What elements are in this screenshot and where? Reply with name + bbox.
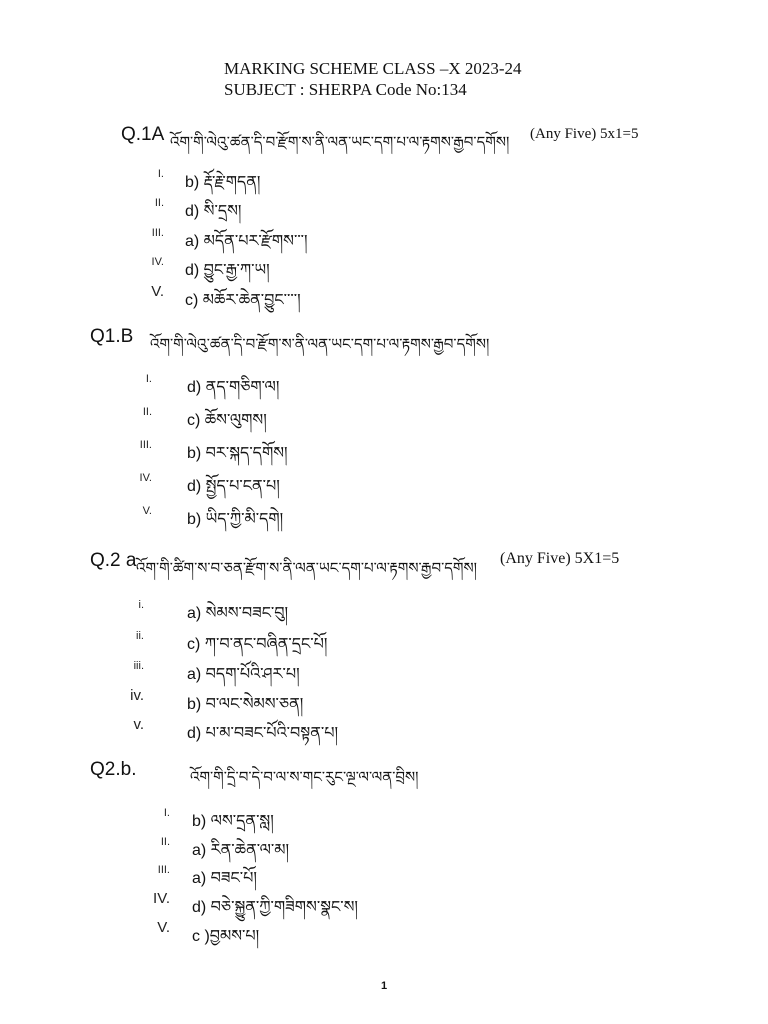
item-answer: a) རིན་ཆེན་ལ་མ། [192, 842, 290, 859]
item-answer: d) བྱུང་རྒྱ་ཀ་ཡ། [185, 262, 270, 279]
item-numeral: II. [160, 836, 170, 848]
item-numeral: V. [142, 505, 152, 517]
item-numeral: V. [157, 919, 170, 936]
section-instruction: འོག་གི་ལེའུ་ཚན་དི་བ་རྫོག་ས་ནི་ལན་ཡང་དག་པ་ལ་རྟགས་རྒྱབ་དགོས། [150, 335, 490, 353]
item-numeral: ii. [136, 630, 144, 642]
section-instruction: འོག་གི་དྲི་བ་དེ་བ་ལ་ས་གང་རུང་ལྔ་ལ་ལན་བྲིས། [190, 768, 419, 786]
section-number: Q2.b. [90, 759, 137, 780]
section-number: Q1.B [90, 326, 134, 347]
page-number: 1 [380, 980, 388, 992]
item-answer: b) བར་སྐད་དགོས། [187, 445, 288, 462]
item-answer: c )བྱམས་པ། [192, 928, 260, 945]
item-answer: d) བཅེ་སྐྱུན་ཀྱི་གཟིགས་སྣང་ས། [192, 899, 358, 916]
item-answer: d) ནད་གཅིག་ལ། [187, 379, 280, 396]
item-numeral: V. [151, 283, 164, 300]
item-answer: c) ཀ་བ་ནང་བཞིན་དྲང་པོ། [187, 636, 328, 653]
section-instruction: འོག་གི་ལེའུ་ཚན་དི་བ་རྫོག་ས་ནི་ལན་ཡང་དག་པ་ལ་རྟགས་རྒྱབ་དགོས། [170, 133, 510, 151]
item-numeral: IV. [139, 472, 152, 484]
item-numeral: III. [151, 227, 164, 239]
item-answer: c) ཆོས་ལུགས། [187, 412, 267, 429]
item-answer: b) ཡིད་ཀྱི་མི་དགེ། [187, 511, 284, 528]
section-number: Q.1A [121, 124, 165, 145]
section-marks: (Any Five) 5x1=5 [530, 126, 639, 142]
item-numeral: v. [133, 716, 144, 733]
header-line-2: SUBJECT : SHERPA Code No:134 [224, 80, 467, 99]
header-line-1: MARKING SCHEME CLASS –X 2023-24 [224, 59, 522, 78]
item-numeral: i. [138, 599, 144, 611]
item-numeral: III. [157, 864, 170, 876]
item-numeral: iv. [130, 687, 144, 704]
item-answer: a) སེམས་བཟང་བུ། [187, 605, 289, 622]
item-numeral: IV. [153, 890, 170, 907]
item-answer: a) བཟང་པོ། [192, 870, 257, 887]
section-number: Q.2 a [90, 550, 137, 571]
item-answer: c) མཆོར་ཆེན་བྱུང་་་་། [185, 292, 301, 309]
item-answer: b) ལས་དྲན་སླ། [192, 813, 274, 830]
item-numeral: IV. [151, 256, 164, 268]
item-numeral: III. [139, 439, 152, 451]
item-answer: d) པ་མ་བཟང་པོའི་བསྟན་པ། [187, 725, 339, 742]
item-numeral: II. [154, 197, 164, 209]
item-answer: b) བ་ལང་སེམས་ཅན། [187, 696, 304, 713]
item-numeral: iii. [133, 660, 144, 672]
item-answer: b) རྡོ་རྗེ་གདན། [185, 174, 261, 191]
item-numeral: I. [163, 807, 170, 819]
section-marks: (Any Five) 5X1=5 [500, 550, 620, 567]
item-answer: a) མདོན་པར་རྫོགས་་་། [185, 233, 308, 250]
item-answer: d) སི་དྲས། [185, 203, 242, 220]
item-numeral: I. [157, 168, 164, 180]
item-numeral: I. [145, 373, 152, 385]
item-answer: a) བདག་པོའི་ཤར་པ། [187, 666, 300, 683]
item-answer: d) སྤྱོད་པ་ངན་པ། [187, 478, 280, 495]
section-instruction: འོག་གི་ཚིག་ས་བ་ཅན་རྫོག་ས་ནི་ལན་ཡང་དག་པ་ལ་རྟགས་རྒྱབ་དགོས། [136, 559, 477, 577]
item-numeral: II. [142, 406, 152, 418]
